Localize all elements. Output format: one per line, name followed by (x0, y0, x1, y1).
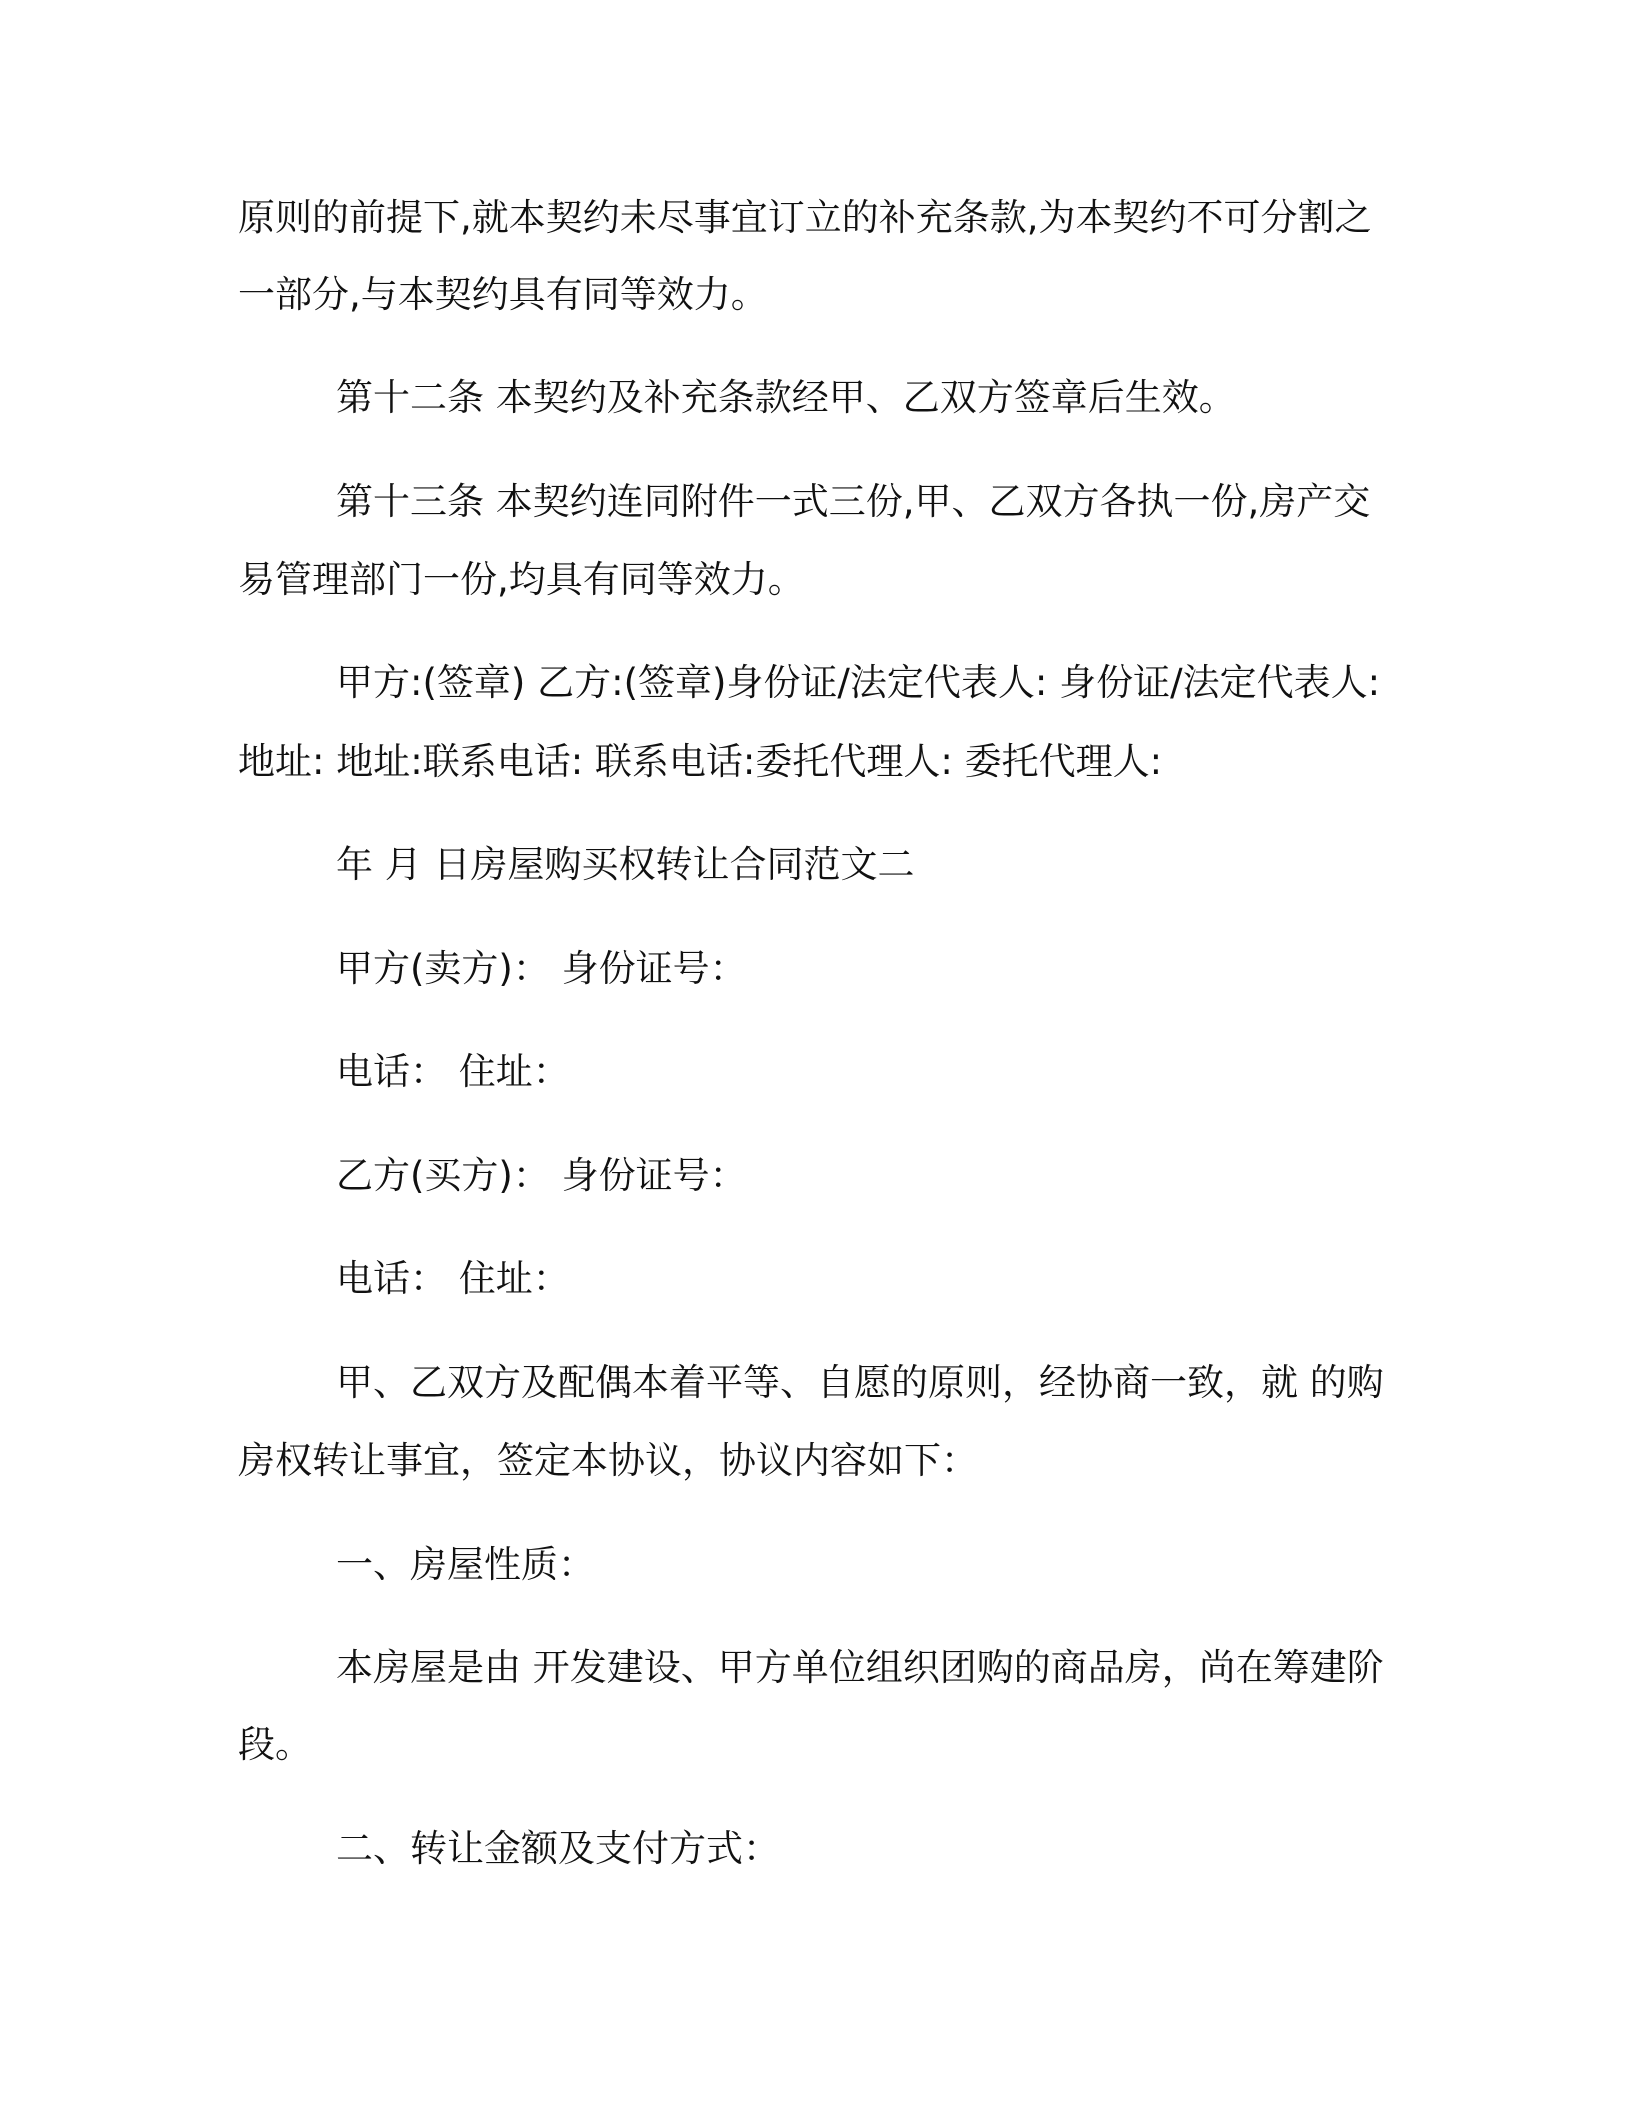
preamble-line-1: 甲、乙双方及配偶本着平等、自愿的原则，经协商一致，就 的购 (336, 1361, 1384, 1404)
signature-block-line-1: 甲方:(签章) 乙方:(签章)身份证/法定代表人: 身份证/法定代表人: (336, 661, 1381, 704)
paragraph-11-continued-line-2: 一部分,与本契约具有同等效力。 (238, 273, 768, 316)
section-1-heading: 一、房屋性质： (336, 1543, 595, 1586)
section-1-body-line-1: 本房屋是由 开发建设、甲方单位组织团购的商品房，尚在筹建阶 (336, 1646, 1384, 1689)
clause-13-line-2: 易管理部门一份,均具有同等效力。 (238, 558, 805, 601)
section-2-heading: 二、转让金额及支付方式： (336, 1827, 780, 1870)
preamble-line-2: 房权转让事宜，签定本协议，协议内容如下： (238, 1439, 978, 1482)
clause-13-line-1: 第十三条 本契约连同附件一式三份,甲、乙双方各执一份,房产交 (336, 480, 1371, 523)
party-b-buyer: 乙方(买方)： 身份证号： (336, 1154, 747, 1197)
paragraph-11-continued-line-1: 原则的前提下,就本契约未尽事宜订立的补充条款,为本契约不可分割之 (238, 196, 1372, 239)
clause-12: 第十二条 本契约及补充条款经甲、乙双方签章后生效。 (336, 376, 1236, 419)
date-and-template-two-title: 年 月 日房屋购买权转让合同范文二 (336, 843, 915, 886)
signature-block-line-2: 地址: 地址:联系电话: 联系电话:委托代理人: 委托代理人: (238, 740, 1163, 783)
section-1-body-line-2: 段。 (238, 1723, 312, 1766)
party-a-seller: 甲方(卖方)： 身份证号： (336, 947, 747, 990)
party-a-contact: 电话： 住址： (336, 1050, 570, 1093)
party-b-contact: 电话： 住址： (336, 1257, 570, 1300)
